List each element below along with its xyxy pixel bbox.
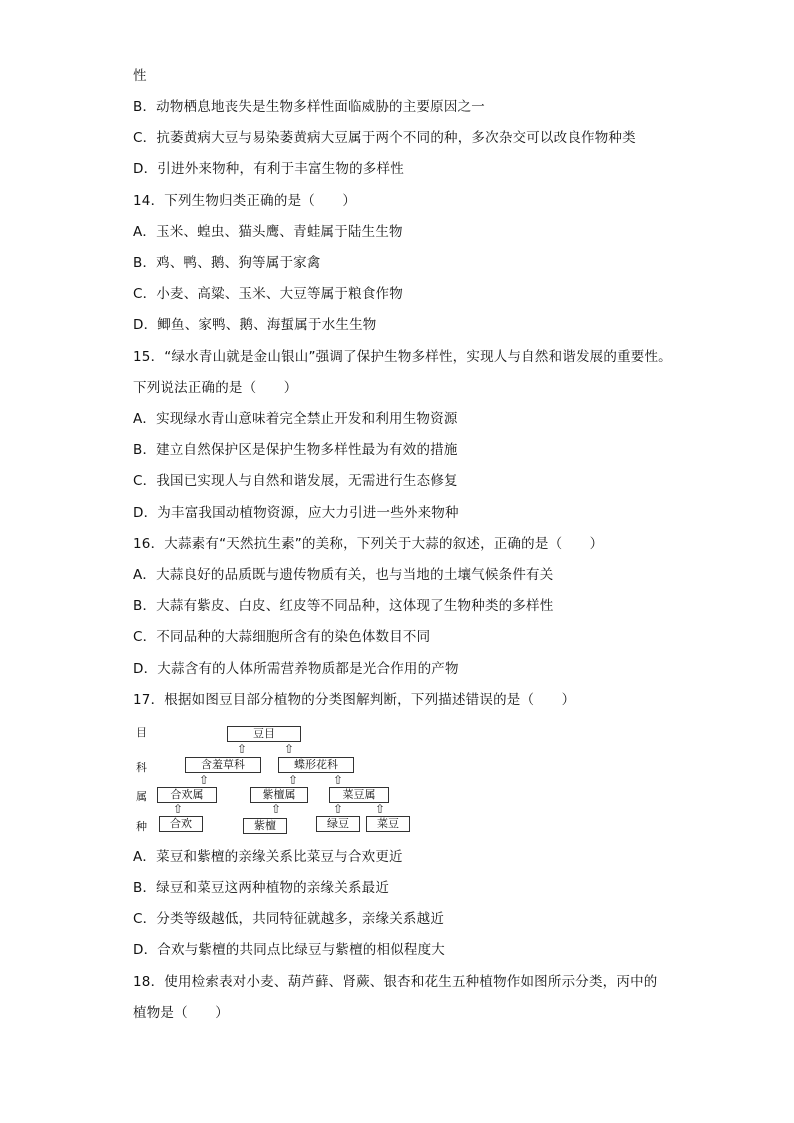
up-arrow-icon: ⇧ <box>333 773 344 787</box>
level-genus-label: 属 <box>136 790 147 803</box>
genus-box: 菜豆属 <box>329 787 389 803</box>
option-d: D．大蒜含有的人体所需营养物质都是光合作用的产物 <box>133 661 459 677</box>
option-c: C．小麦、高粱、玉米、大豆等属于粮食作物 <box>133 286 403 302</box>
option-a: A．玉米、蝗虫、猫头鹰、青蛙属于陆生生物 <box>133 224 403 240</box>
text-line: 植物是（ ） <box>133 1005 229 1021</box>
classification-diagram <box>133 722 423 837</box>
question-18: 18．使用检索表对小麦、葫芦藓、肾蕨、银杏和花生五种植物作如图所示分类，丙中的 <box>133 974 658 990</box>
text-line: 性 <box>133 68 147 84</box>
option-b: B．绿豆和菜豆这两种植物的亲缘关系最近 <box>133 880 390 896</box>
order-box: 豆目 <box>227 726 301 742</box>
species-box: 紫檀 <box>243 818 287 834</box>
family-box: 含羞草科 <box>185 757 261 773</box>
option-a: A．实现绿水青山意味着完全禁止开发和利用生物资源 <box>133 411 458 427</box>
up-arrow-icon: ⇧ <box>173 802 184 816</box>
up-arrow-icon: ⇧ <box>237 742 248 756</box>
text-line: B．动物栖息地丧失是生物多样性面临威胁的主要原因之一 <box>133 99 485 115</box>
option-c: C．不同品种的大蒜细胞所含有的染色体数目不同 <box>133 629 431 645</box>
question-15: 15．“绿水青山就是金山银山”强调了保护生物多样性，实现人与自然和谐发展的重要性。 <box>133 349 672 365</box>
option-b: B．建立自然保护区是保护生物多样性最为有效的措施 <box>133 442 458 458</box>
text-line: C．抗萎黄病大豆与易染萎黄病大豆属于两个不同的种，多次杂交可以改良作物种类 <box>133 130 636 146</box>
option-b: B．大蒜有紫皮、白皮、红皮等不同品种，这体现了生物种类的多样性 <box>133 598 554 614</box>
question-14: 14．下列生物归类正确的是（ ） <box>133 193 357 209</box>
up-arrow-icon: ⇧ <box>375 802 386 816</box>
level-order-label: 目 <box>136 726 147 739</box>
question-16: 16．大蒜素有“天然抗生素”的美称，下列关于大蒜的叙述，正确的是（ ） <box>133 536 604 552</box>
up-arrow-icon: ⇧ <box>284 742 295 756</box>
genus-box: 合欢属 <box>157 787 217 803</box>
genus-box: 紫檀属 <box>250 787 308 803</box>
species-box: 菜豆 <box>366 816 410 832</box>
level-species-label: 种 <box>136 820 147 833</box>
option-b: B．鸡、鸭、鹅、狗等属于家禽 <box>133 255 321 271</box>
family-box: 蝶形花科 <box>278 757 354 773</box>
up-arrow-icon: ⇧ <box>199 773 210 787</box>
up-arrow-icon: ⇧ <box>333 802 344 816</box>
species-box: 合欢 <box>159 816 203 832</box>
option-d: D．合欢与紫檀的共同点比绿豆与紫檀的相似程度大 <box>133 942 445 958</box>
option-c: C．我国已实现人与自然和谐发展，无需进行生态修复 <box>133 473 458 489</box>
up-arrow-icon: ⇧ <box>271 802 282 816</box>
level-family-label: 科 <box>136 761 147 774</box>
text-line: 下列说法正确的是（ ） <box>133 380 298 396</box>
up-arrow-icon: ⇧ <box>288 773 299 787</box>
option-a: A．菜豆和紫檀的亲缘关系比菜豆与合欢更近 <box>133 849 403 865</box>
option-c: C．分类等级越低，共同特征就越多，亲缘关系越近 <box>133 911 445 927</box>
species-box: 绿豆 <box>316 816 360 832</box>
question-17: 17．根据如图豆目部分植物的分类图解判断，下列描述错误的是（ ） <box>133 692 576 708</box>
text-line: D．引进外来物种，有利于丰富生物的多样性 <box>133 161 404 177</box>
option-a: A．大蒜良好的品质既与遗传物质有关，也与当地的土壤气候条件有关 <box>133 567 554 583</box>
option-d: D．为丰富我国动植物资源，应大力引进一些外来物种 <box>133 505 459 521</box>
option-d: D．鲫鱼、家鸭、鹅、海蜇属于水生生物 <box>133 317 377 333</box>
